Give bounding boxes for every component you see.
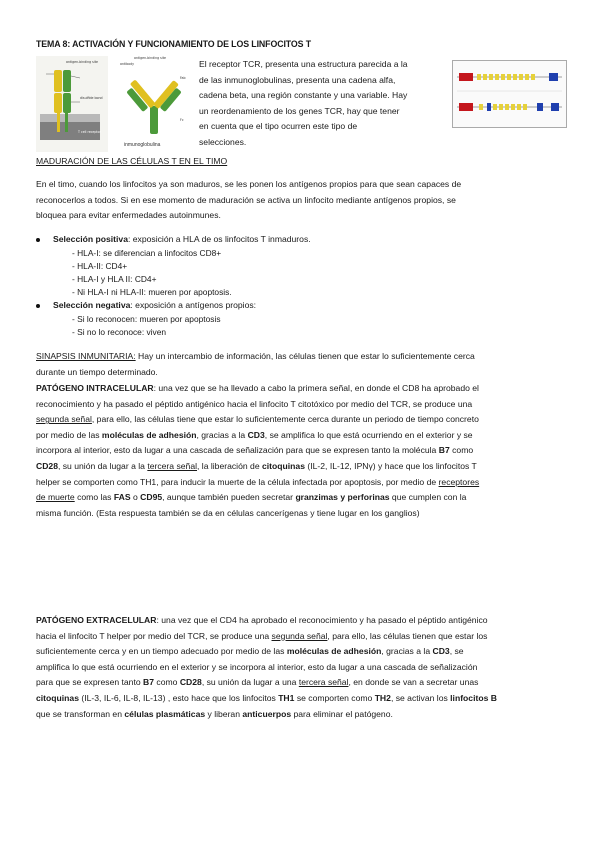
section-heading-sinapsis: SINAPSIS INMUNITARIA: — [36, 351, 136, 361]
text-span: : una vez que se ha llevado a cabo la primera señal, en donde el CD8 ha aprobado el — [153, 383, 479, 393]
text-span: (IL-3, IL-6, IL-8, IL-13) , esto hace que los linfocitos — [78, 692, 279, 703]
paragraph-line: misma función. (Esta respuesta también se da en células cancerígenas y tiene lugar en los ganglios) — [36, 507, 420, 518]
figure-label: Fab — [180, 76, 186, 80]
seleccion-positiva-label: Selección positiva — [53, 234, 128, 244]
paragraph-line: reconocimiento y ha pasado el péptido antigénico hacia el linfocito T citotóxico por medio del TCR, se produce una — [36, 398, 473, 409]
extracelular-paragraph — [36, 613, 576, 722]
list-item: - Si lo reconocen: mueren por apoptosis — [72, 314, 221, 324]
text-span: , en donde se van a secretar unas — [348, 677, 479, 688]
paragraph-line: reconocerlos a todos. Si en ese momento de maduración se activa un linfocito mediante antígenos propios, se — [36, 194, 456, 205]
seleccion-negativa — [53, 298, 256, 314]
text-span: incorpora al interior, esto da lugar a una cascada de señalización para que se expresen tanto la molécula — [36, 445, 439, 456]
text-span: citoquinas — [262, 460, 305, 471]
intro-line: El receptor TCR, presenta una estructura parecida a la — [199, 59, 408, 69]
text-span: de muerte — [36, 492, 75, 503]
text-span: como — [449, 445, 474, 456]
seleccion-negativa-text: : exposición a antígenos propios: — [130, 300, 257, 310]
text-span: se comporten como — [294, 692, 375, 703]
list-item: - Si no lo reconoce: viven — [72, 327, 167, 337]
text-span: anticuerpos — [242, 708, 292, 719]
text-span: CD95 — [140, 492, 163, 503]
intro-line: de las inmunoglobulinas, presenta una cadena alfa, — [199, 74, 396, 85]
text-span: TH1 — [278, 692, 295, 703]
text-span: moléculas de adhesión — [101, 429, 197, 440]
text-span: CD28 — [36, 460, 58, 471]
text-span: , gracias a la — [196, 429, 248, 440]
bullet-icon — [36, 304, 40, 308]
figure-label: Fc — [180, 118, 184, 122]
text-span: moléculas de adhesión — [286, 646, 382, 657]
intro-line: en cuenta que el tipo ocurren este tipo de — [199, 121, 358, 132]
text-span: como las — [74, 492, 114, 503]
text-span: linfocitos B — [450, 692, 497, 703]
figure-label: T cell receptor — [78, 130, 101, 134]
sinapsis-paragraph — [36, 349, 571, 380]
text-span: , aunque también pueden secretar — [162, 492, 296, 503]
text-span: , se activan los — [390, 692, 451, 703]
text-span: tercera señal — [147, 460, 198, 471]
figure-label: disulfide bond — [80, 96, 103, 100]
list-item: - HLA-I: se diferencian a linfocitos CD8+ — [72, 248, 222, 258]
text-span: B7 — [143, 677, 155, 688]
gene-segments-diagram — [453, 61, 566, 127]
text-span: , se amplifica lo que está ocurriendo en el exterior y se — [264, 429, 473, 440]
text-span: células plasmáticas — [124, 708, 206, 719]
intro-line: selecciones. — [199, 136, 247, 147]
tcr-immunoglobulin-figure — [36, 56, 192, 152]
list-item: - Ni HLA-I ni HLA-II: mueren por apoptosis. — [72, 287, 232, 297]
section-heading-maduracion: MADURACIÓN DE LAS CÉLULAS T EN EL TIMO — [36, 156, 228, 166]
text-span: (IL-2, IL-12, IPNγ) y hace que los linfocitos T — [304, 460, 477, 471]
text-span: TH2 — [374, 692, 391, 703]
figure-label: antigen-binding site — [134, 56, 166, 60]
text-span: como — [154, 677, 180, 688]
list-item: - HLA-I y HLA II: CD4+ — [72, 274, 157, 284]
text-span: B7 — [438, 445, 450, 456]
tcr-gene-figure — [452, 60, 567, 128]
text-span: citoquinas — [36, 692, 79, 703]
figure-label: antibody — [120, 62, 134, 66]
text-span: segunda señal — [36, 414, 92, 425]
text-span: receptores — [438, 476, 480, 487]
text-span: y liberan — [205, 708, 243, 719]
text-span: para que se expresen tanto — [36, 677, 144, 688]
text-span: CD3 — [432, 646, 450, 657]
text-span: o — [130, 492, 141, 503]
intracelular-paragraph — [36, 381, 576, 521]
text-span: , se — [449, 646, 464, 657]
text-span: CD3 — [247, 429, 265, 440]
text-span: segunda señal — [271, 630, 328, 641]
seleccion-positiva — [53, 232, 311, 248]
seleccion-positiva-text: : exposición a HLA de os linfocitos T inmaduros. — [128, 234, 311, 244]
text-span: , su unión da lugar a la — [57, 460, 148, 471]
tcr-diagram — [36, 56, 192, 152]
list-item: - HLA-II: CD4+ — [72, 261, 128, 271]
page-title: TEMA 8: ACTIVACIÓN Y FUNCIONAMIENTO DE LOS LINFOCITOS T — [36, 39, 312, 49]
intro-line: un reordenamiento de los genes TCR, hay que tener — [199, 105, 400, 116]
intro-paragraph — [199, 57, 449, 151]
intro-line: cadena beta, una región constante y una variable. Hay — [199, 90, 408, 101]
text-span: que cumplen con la — [389, 492, 467, 503]
text-span: CD28 — [179, 677, 202, 688]
text-span: suficientemente cerca y en un tiempo adecuado por medio de las — [36, 646, 287, 657]
bullet-icon — [36, 238, 40, 242]
paragraph-line: durante un tiempo determinado. — [36, 366, 158, 377]
heading-extracelular: PATÓGENO EXTRACELULAR — [36, 615, 157, 625]
text-span: que se transforman en — [36, 708, 125, 719]
text-span: , gracias a la — [381, 646, 433, 657]
text-span: : una vez que el CD4 ha aprobado el reconocimiento y ha pasado el péptido antigénico — [156, 615, 488, 625]
figure-label: antigen-binding site — [66, 60, 98, 64]
text-span: hacia el linfocito T helper por medio del TCR, se produce una — [36, 630, 272, 641]
text-span: granzimas y perforinas — [295, 492, 390, 503]
text-span: , la liberación de — [197, 460, 262, 471]
text-span: helper se comporten como TH1, para inducir la muerte de la célula infectada por apoptosis, por medio de — [36, 476, 439, 487]
maduracion-paragraph — [36, 177, 566, 224]
paragraph-line: Hay un intercambio de información, las células tienen que estar lo suficientemente cerca — [135, 351, 475, 361]
text-span: FAS — [113, 492, 131, 503]
paragraph-line: amplifica lo que está ocurriendo en el exterior y se incorpora al interior, esto da lugar a una cascada de señalización — [36, 661, 478, 672]
seleccion-negativa-label: Selección negativa — [53, 300, 131, 310]
heading-intracelular: PATÓGENO INTRACELULAR — [36, 383, 154, 393]
figure-caption: inmunoglobulina — [124, 142, 161, 148]
text-span: , para ello, las células tiene que estar lo suficientemente cerca durante un periodo de tiempo concreto — [91, 414, 479, 425]
text-span: tercera señal — [298, 677, 349, 688]
paragraph-line: bloquea para evitar enfermedades autoinmunes. — [36, 210, 221, 221]
text-span: para eliminar el patógeno. — [291, 708, 393, 719]
text-span: , su unión da lugar a una — [201, 677, 299, 688]
text-span: por medio de las — [36, 429, 102, 440]
text-span: , para ello, las células tienen que estar los — [327, 630, 488, 641]
paragraph-line: En el timo, cuando los linfocitos ya son maduros, se les ponen los antígenos propios para que sean capaces de — [36, 179, 462, 189]
